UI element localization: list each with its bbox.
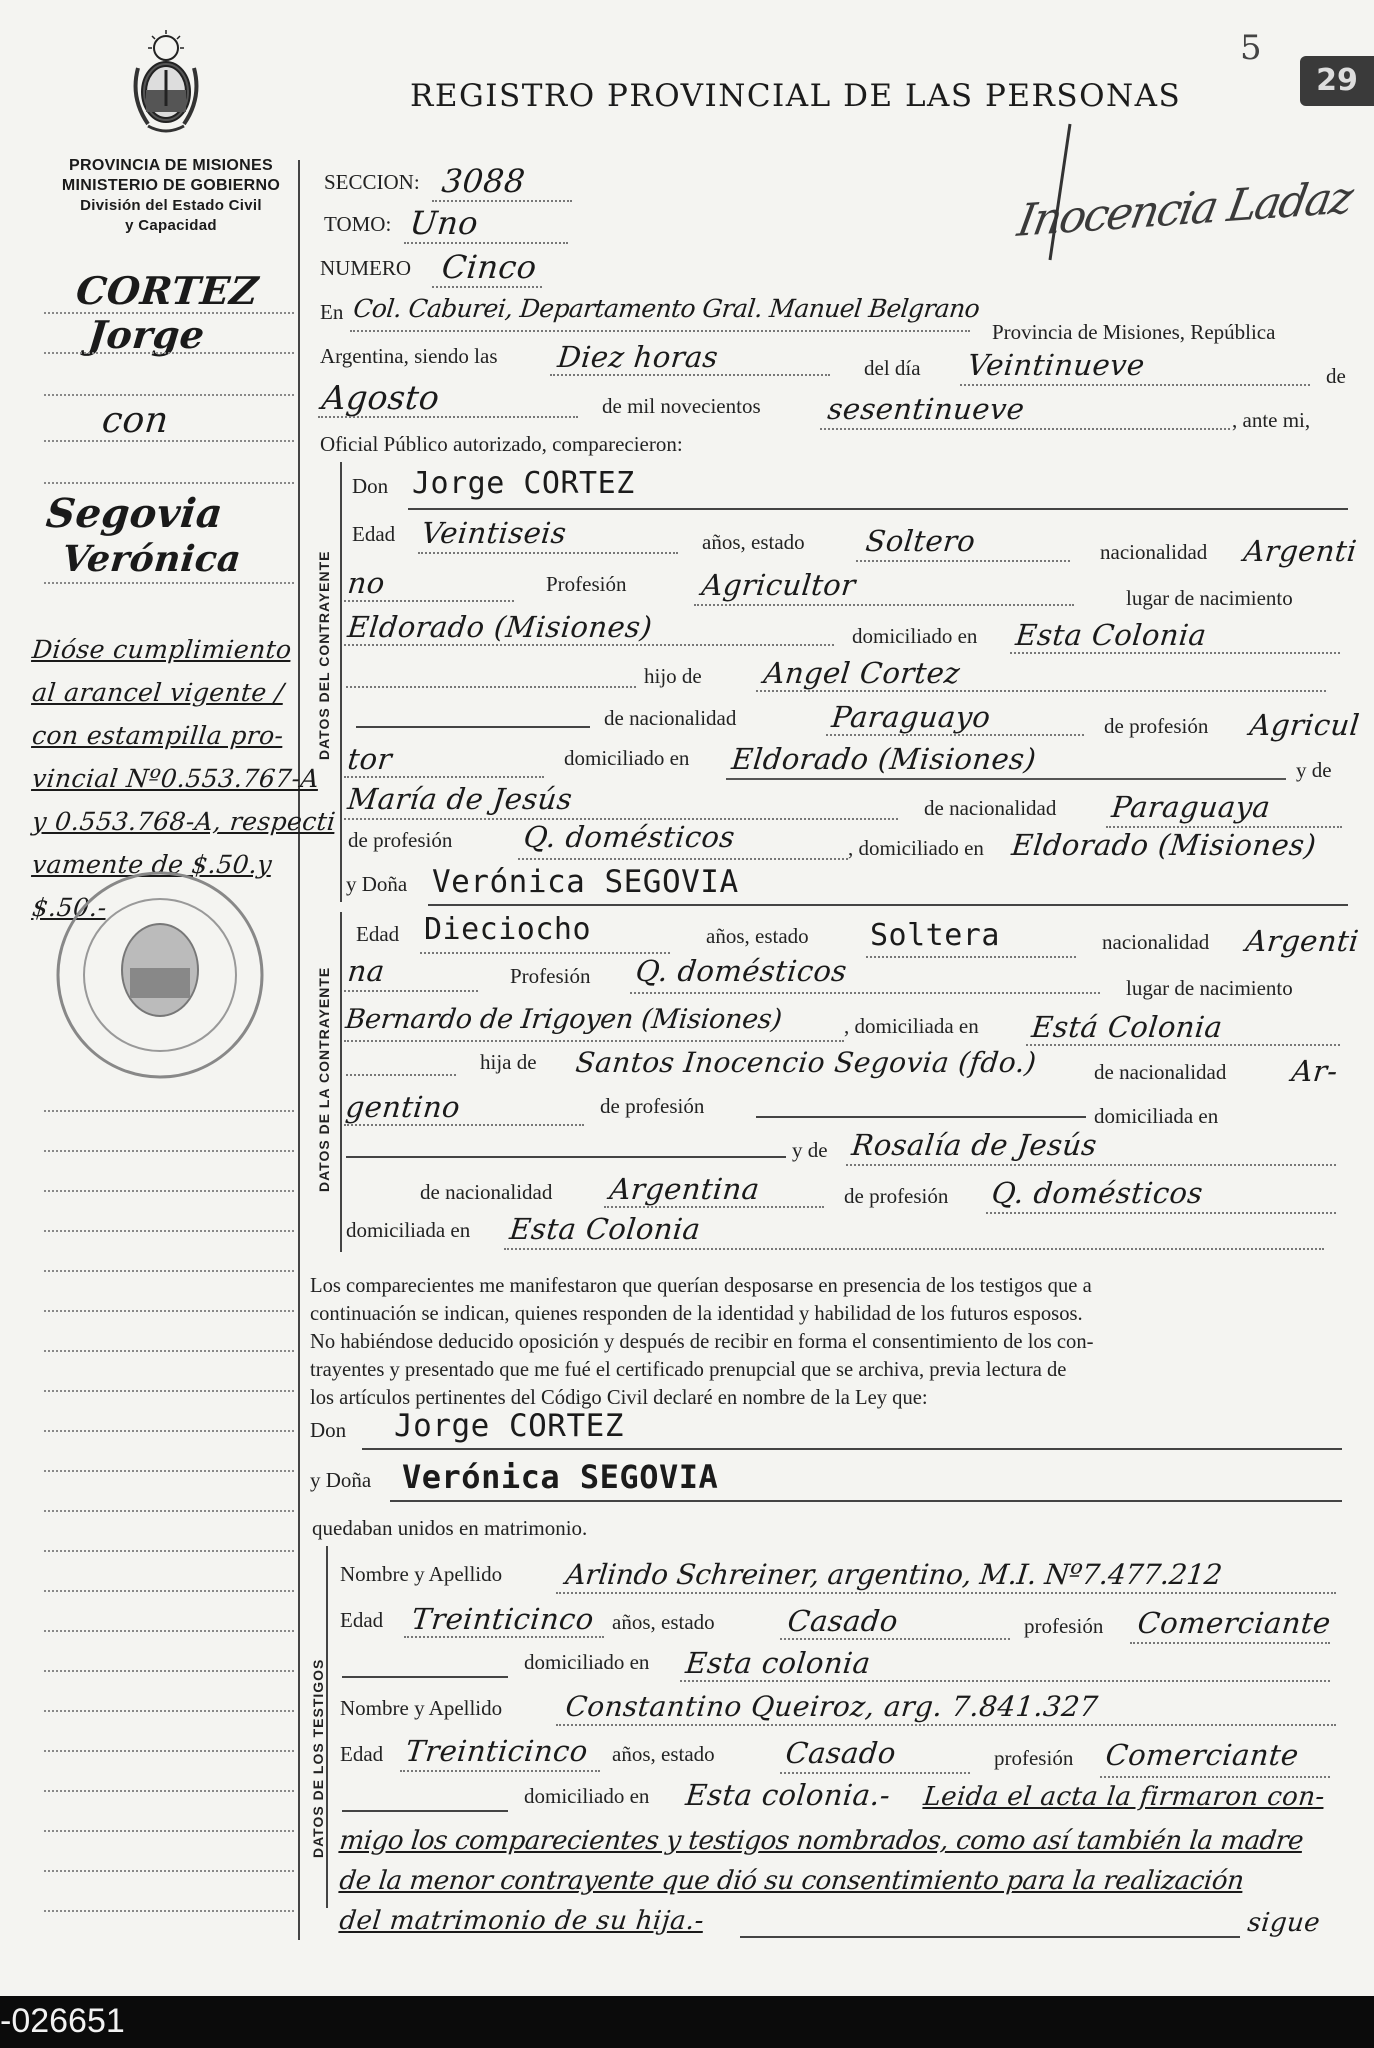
contrayente-f-section-label: DATOS DE LA CONTRAYENTE <box>316 966 332 1192</box>
testigo-2-profesion: Comerciante <box>1104 1738 1301 1772</box>
contrayente-f-name: Verónica SEGOVIA <box>432 864 739 900</box>
contrayente-f-padre-nac-b: gentino <box>344 1090 462 1124</box>
f-madre-nac-label: de nacionalidad <box>420 1180 553 1204</box>
contrayente-madre-domicilio: Eldorado (Misiones) <box>1010 828 1318 862</box>
contrayente-f-madre-nac: Argentina <box>608 1172 762 1206</box>
hijo-de-label: hijo de <box>644 664 702 688</box>
contrayente-f-lugar: Bernardo de Irigoyen (Misiones) <box>344 1004 784 1035</box>
testigo-2-edad: Treinticinco <box>404 1734 590 1768</box>
contrayente-lugar: Eldorado (Misiones) <box>346 610 654 644</box>
nacionalidad-label: nacionalidad <box>1100 540 1208 564</box>
declaration-line: trayentes y presentado que me fué el certificado prenupcial que se archiva, previa lectura de <box>310 1359 1067 1381</box>
page-number: 5 <box>1240 28 1262 68</box>
declaration-line: Los comparecientes me manifestaron que querían desposarse en presencia de los testigos que a <box>310 1275 1092 1297</box>
division-label-2: y Capacidad <box>125 217 217 234</box>
testigo-1-domicilio: Esta colonia <box>684 1646 873 1680</box>
contrayente-f-bracket <box>340 912 342 1252</box>
mes-value: Agosto <box>320 378 442 417</box>
contrayente-domicilio: Esta Colonia <box>1014 618 1209 652</box>
declaration-line: los artículos pertinentes del Código Civil declaré en nombre de la Ley que: <box>310 1387 928 1409</box>
contrayente-padre: Angel Cortez <box>762 656 962 690</box>
dona-label: y Doña <box>346 872 408 896</box>
division-label: División del Estado Civil <box>80 197 262 214</box>
f-padre-prof-label: de profesión <box>600 1094 705 1118</box>
contrayente-edad: Veintiseis <box>420 516 569 550</box>
margin-name-2: Verónica <box>60 538 244 580</box>
f-y-de-label: y de <box>792 1138 828 1162</box>
registry-title: REGISTRO PROVINCIAL DE LAS PERSONAS <box>410 78 1182 114</box>
contrayente-estado: Soltero <box>864 524 978 558</box>
t2-profesion-label: profesión <box>994 1746 1074 1770</box>
contrayente-f-profesion: Q. domésticos <box>634 954 849 988</box>
contrayente-f-nacionalidad-a: Argenti <box>1244 924 1361 958</box>
margin-surname-1: CORTEZ <box>74 268 261 313</box>
t1-dom-label: domiciliado en <box>524 1650 650 1674</box>
de-label: de <box>1326 364 1346 388</box>
contrayente-f-domicilio: Está Colonia <box>1030 1010 1225 1044</box>
profesion-label: Profesión <box>546 572 627 596</box>
unidos-text: quedaban unidos en matrimonio. <box>312 1516 588 1540</box>
ante-mi-label: , ante mi, <box>1232 408 1311 432</box>
decl-don-name: Jorge CORTEZ <box>394 1408 624 1444</box>
margin-surname-2: Segovia <box>44 490 226 537</box>
registrar-signature: Inocencia Ladaz <box>1013 171 1356 248</box>
anio-value: sesentinueve <box>826 392 1027 426</box>
continua-mark: sigue <box>1246 1908 1322 1938</box>
hora-value: Diez horas <box>556 340 720 374</box>
decl-don-label: Don <box>310 1418 347 1442</box>
f-profesion-label: Profesión <box>510 964 591 988</box>
don-label: Don <box>352 474 389 498</box>
official-round-stamp <box>40 860 280 1090</box>
declaration-line: No habiéndose deducido oposición y después de recibir en forma el consentimiento de los con- <box>310 1331 1094 1353</box>
testigo-1-estado: Casado <box>786 1604 900 1638</box>
testigos-section-label: DATOS DE LOS TESTIGOS <box>310 1658 326 1858</box>
f-anios-estado-label: años, estado <box>706 924 809 948</box>
t2-nombre-label: Nombre y Apellido <box>340 1696 503 1720</box>
decl-dona-name: Verónica SEGOVIA <box>402 1458 719 1496</box>
testigo-2-nombre: Constantino Queiroz, arg. 7.841.327 <box>564 1690 1100 1723</box>
padre-nac-label: de nacionalidad <box>604 706 737 730</box>
contrayente-f-madre-profesion: Q. domésticos <box>990 1176 1205 1210</box>
margin-name-1: Jorge <box>86 312 207 357</box>
closing-line-2: migo los comparecientes y testigos nombrados, como así también la madre <box>338 1826 1305 1856</box>
f-edad-label: Edad <box>356 922 400 946</box>
testigos-bracket <box>326 1546 328 1908</box>
contrayente-nacionalidad-b: no <box>346 566 387 600</box>
argentina-text: Argentina, siendo las <box>320 344 498 368</box>
scanner-footer-bar <box>0 1996 1374 2048</box>
contrayente-f-madre: Rosalía de Jesús <box>850 1128 1099 1162</box>
fee-note-line: al arancel vigente / <box>30 678 286 707</box>
contrayente-madre: María de Jesús <box>346 782 574 816</box>
seccion-value: 3088 <box>440 162 528 200</box>
numero-label: NUMERO <box>320 256 412 280</box>
contrayente-padre-profesion-a: Agricul <box>1248 708 1362 742</box>
declaration-line: continuación se indican, quienes responden de la identidad y habilidad de los futuros esposos. <box>310 1303 1083 1325</box>
ministry-label: MINISTERIO DE GOBIERNO <box>61 177 281 194</box>
t2-anios-estado-label: años, estado <box>612 1742 715 1766</box>
file-code: -026651 <box>0 2002 125 2040</box>
t1-profesion-label: profesión <box>1024 1614 1104 1638</box>
contrayente-padre-profesion-b: tor <box>346 742 394 776</box>
tomo-label: TOMO: <box>324 212 392 236</box>
mil-novecientos-label: de mil novecientos <box>602 394 761 418</box>
place-value: Col. Caburei, Departamento Gral. Manuel Belgrano <box>352 294 981 323</box>
left-column-divider <box>298 160 300 1940</box>
fee-note-line: vincial Nº0.553.767-A <box>30 764 321 793</box>
lugar-nacimiento-label: lugar de nacimiento <box>1126 586 1293 610</box>
contrayente-madre-nacionalidad: Paraguaya <box>1110 790 1273 824</box>
contrayente-profesion: Agricultor <box>700 568 858 602</box>
edad-label: Edad <box>352 522 396 546</box>
contrayente-bracket <box>340 462 342 902</box>
corner-folio-mark: 29 <box>1300 56 1374 106</box>
oficial-text: Oficial Público autorizado, comparecieron: <box>320 432 683 456</box>
padre-prof-label: de profesión <box>1104 714 1209 738</box>
signature-stroke <box>1040 120 1080 270</box>
madre-prof-label: de profesión <box>348 828 453 852</box>
y-de-label: y de <box>1296 758 1332 782</box>
contrayente-madre-profesion: Q. domésticos <box>522 820 737 854</box>
contrayente-name: Jorge CORTEZ <box>412 466 635 501</box>
fee-note-line: con estampilla pro- <box>30 721 286 750</box>
contrayente-f-padre-nac-a: Ar- <box>1290 1054 1340 1088</box>
tomo-value: Uno <box>408 204 481 242</box>
contrayente-nacionalidad-a: Argenti <box>1242 534 1359 568</box>
provincia-text: Provincia de Misiones, República <box>992 320 1276 344</box>
en-label: En <box>320 300 344 324</box>
contrayente-f-estado: Soltera <box>870 918 1000 953</box>
contrayente-f-nacionalidad-b: na <box>346 954 387 988</box>
anios-estado-label: años, estado <box>702 530 805 554</box>
contrayente-f-madre-domicilio: Esta Colonia <box>508 1212 703 1246</box>
fee-note-line: y 0.553.768-A, respecti <box>30 807 338 836</box>
declaration-paragraph <box>310 1272 1336 1412</box>
f-padre-nac-label: de nacionalidad <box>1094 1060 1227 1084</box>
closing-line-4: del matrimonio de su hija.- <box>338 1906 706 1936</box>
del-dia-label: del día <box>864 356 921 380</box>
coat-of-arms-icon <box>128 28 204 148</box>
t1-edad-label: Edad <box>340 1608 384 1632</box>
closing-line-1: Leida el acta la firmaron con- <box>922 1782 1327 1812</box>
testigo-1-nombre: Arlindo Schreiner, argentino, M.I. Nº7.477.212 <box>564 1558 1224 1591</box>
f-lugar-label: lugar de nacimiento <box>1126 976 1293 1000</box>
t2-dom-label: domiciliado en <box>524 1784 650 1808</box>
contrayente-f-edad: Dieciocho <box>424 912 592 947</box>
numero-value: Cinco <box>440 248 539 286</box>
testigo-1-profesion: Comerciante <box>1136 1606 1333 1640</box>
padre-dom-label: domiciliado en <box>564 746 690 770</box>
hija-de-label: hija de <box>480 1050 537 1074</box>
f-padre-dom-label: domiciliada en <box>1094 1104 1219 1128</box>
margin-con: con <box>100 400 171 441</box>
f-madre-dom-label: domiciliada en <box>346 1218 471 1242</box>
madre-dom-label: , domiciliado en <box>848 836 984 860</box>
contrayente-padre-domicilio: Eldorado (Misiones) <box>730 742 1038 776</box>
madre-nac-label: de nacionalidad <box>924 796 1057 820</box>
seccion-label: SECCION: <box>324 170 420 194</box>
closing-line-3: de la menor contrayente que dió su consentimiento para la realización <box>338 1866 1246 1896</box>
testigo-1-edad: Treinticinco <box>410 1602 596 1636</box>
contrayente-padre-nacionalidad: Paraguayo <box>830 700 993 734</box>
testigo-2-estado: Casado <box>784 1736 898 1770</box>
fee-note-line: $.50.- <box>30 893 109 922</box>
t1-anios-estado-label: años, estado <box>612 1610 715 1634</box>
fee-note-line: Dióse cumplimiento <box>30 635 294 664</box>
province-label: PROVINCIA DE MISIONES <box>69 157 273 174</box>
contrayente-section-label: DATOS DEL CONTRAYENTE <box>316 550 332 760</box>
testigo-2-domicilio: Esta colonia.- <box>684 1778 893 1812</box>
t2-edad-label: Edad <box>340 1742 384 1766</box>
f-madre-prof-label: de profesión <box>844 1184 949 1208</box>
domiciliado-label: domiciliado en <box>852 624 978 648</box>
f-nacionalidad-label: nacionalidad <box>1102 930 1210 954</box>
contrayente-f-padre: Santos Inocencio Segovia (fdo.) <box>574 1046 1039 1079</box>
fee-note-line: vamente de $.50.y <box>30 850 274 879</box>
t1-nombre-label: Nombre y Apellido <box>340 1562 503 1586</box>
decl-dona-label: y Doña <box>310 1468 372 1492</box>
f-domiciliada-label: , domiciliada en <box>844 1014 979 1038</box>
dia-value: Veintinueve <box>966 348 1147 382</box>
